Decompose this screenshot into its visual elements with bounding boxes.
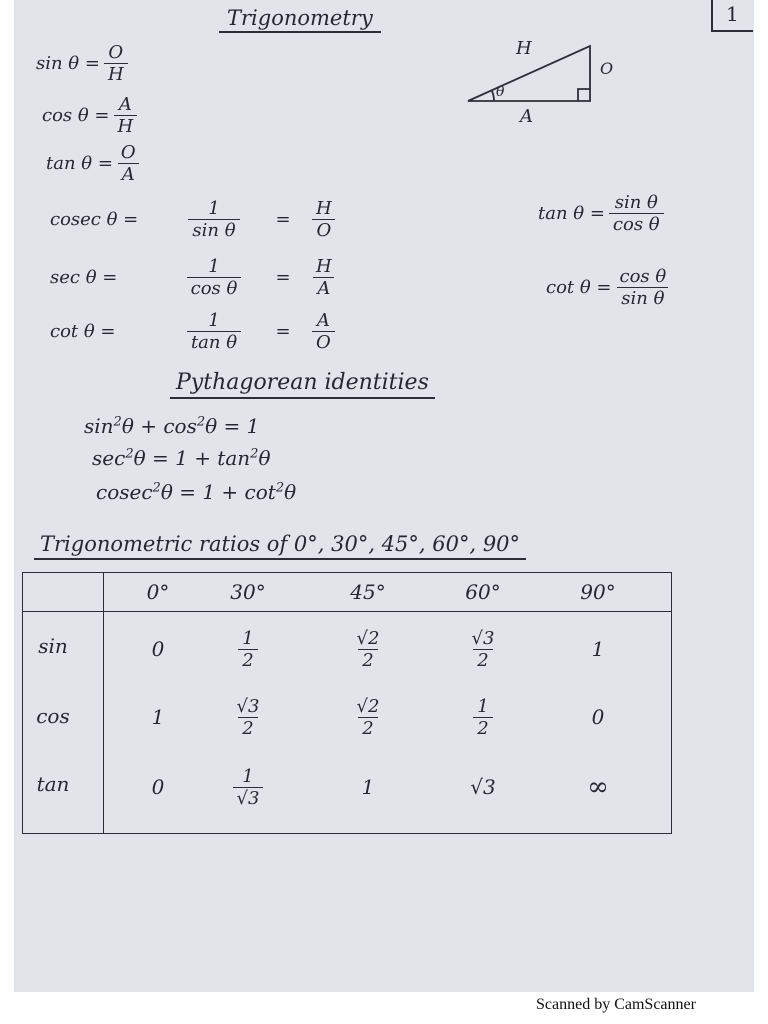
table-cell: $\frac{1}{√3}$ [193,759,303,815]
table-cell: √3 [470,775,496,799]
label-hyp: H [516,38,532,59]
ratios-table [22,572,672,834]
label-angle: θ [496,84,505,100]
ratios-table-title: Trigonometric ratios of 0°, 30°, 45°, 60°, 90° [34,532,526,560]
table-cell: 1 [361,775,375,799]
quotient-cot: cot θ = $\frac{\text{cos θ}}{\text{sin θ}}$ [546,266,674,309]
table-header: 30° [230,580,266,604]
pythagorean-identity-2: $\sec^2\theta = 1 + \tan^2\theta$ [92,446,271,470]
table-cell: 1 [151,705,165,729]
table-header: 0° [146,580,170,604]
angle-arc [492,91,494,101]
table-cell: $\frac{√2}{2}$ [356,695,380,739]
pythagorean-identity-1: $\sin^2\theta + \cos^2\theta = 1$ [84,414,260,438]
right-triangle-diagram [454,30,654,130]
table-header: 90° [580,580,616,604]
table-cell: 1 [591,637,605,661]
table-cell: 0 [591,705,605,729]
table-cell: $\frac{√3}{2}$ [236,695,260,739]
label-adj: A [520,106,533,127]
table-header: 60° [465,580,501,604]
scanner-watermark: Scanned by CamScanner [536,996,696,1013]
row-label-cos: cos [36,704,70,728]
page-number: 1 [726,2,739,26]
table-cell: 0 [151,775,165,799]
pythagorean-title: Pythagorean identities [170,370,435,399]
table-cell: 0 [151,637,165,661]
table-cell: $\frac{√3}{2}$ [471,627,495,671]
notebook-page [14,0,754,992]
ratio-sin: sin θ = $\frac{O}{H}$ [36,42,132,85]
right-angle-mark [578,89,590,101]
table-divider-horizontal [23,611,671,612]
table-cell: $\frac{√2}{2}$ [356,627,380,671]
ratio-sec: sec θ = $\frac{1}{\text{cos θ}}$ = $\frac{H}{A}$ [50,256,340,299]
row-label-tan: tan [36,772,70,796]
page-title: Trigonometry [219,6,381,33]
quotient-tan: tan θ = $\frac{\text{sin θ}}{\text{cos θ}}$ [538,192,668,235]
table-header: 45° [350,580,386,604]
pythagorean-identity-3: $cosec^2\theta = 1 + \cot^2\theta$ [96,480,297,504]
ratio-cos: cos θ = $\frac{A}{H}$ [42,94,141,137]
table-cell: $\frac{1}{2}$ [428,689,538,745]
label-opp: O [600,59,614,78]
ratio-cosec: cosec θ = $\frac{1}{\text{sin θ}}$ = $\frac{H}{O}$ [50,198,340,241]
ratio-cot: cot θ = $\frac{1}{\text{tan θ}}$ = $\frac{A}{O}$ [50,310,339,353]
table-cell: $\frac{1}{2}$ [193,621,303,677]
row-label-sin: sin [38,634,68,658]
table-cell: ∞ [587,772,609,802]
ratio-tan: tan θ = $\frac{O}{A}$ [46,142,144,185]
